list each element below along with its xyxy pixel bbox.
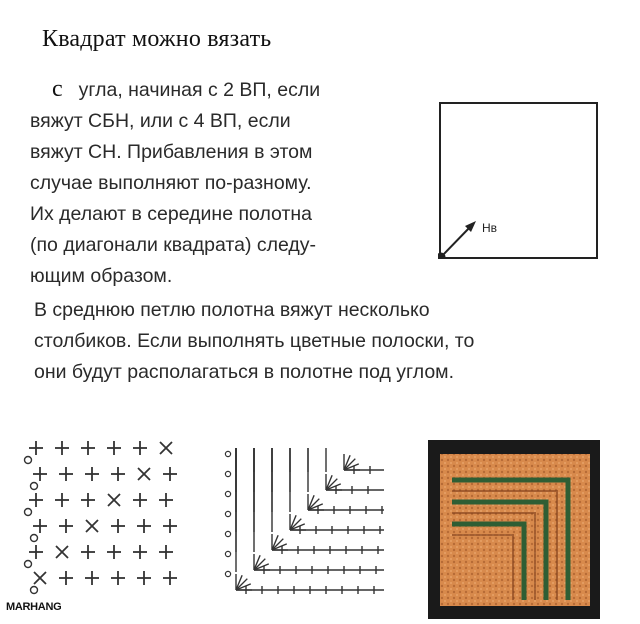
paragraph-2-line-1: В среднюю петлю полотна вяжут несколько bbox=[34, 299, 430, 321]
single-crochet-symbol bbox=[133, 545, 147, 559]
increase-symbol bbox=[34, 572, 46, 584]
paragraph-1-line-2: вяжут СБН, или с 4 ВП, если bbox=[30, 110, 291, 132]
single-crochet-symbol bbox=[137, 571, 151, 585]
single-crochet-symbol bbox=[29, 493, 43, 507]
page-title: Квадрат можно вязать bbox=[42, 26, 272, 52]
single-crochet-symbol bbox=[81, 493, 95, 507]
single-crochet-symbol bbox=[29, 441, 43, 455]
chain-symbol bbox=[31, 535, 38, 542]
single-crochet-symbol bbox=[163, 519, 177, 533]
increase-symbol bbox=[138, 468, 150, 480]
paragraph-1-line-3: вяжут СН. Прибавления в этом bbox=[30, 141, 313, 163]
chain-symbol bbox=[225, 571, 230, 576]
single-crochet-symbol bbox=[33, 467, 47, 481]
single-crochet-symbol bbox=[29, 545, 43, 559]
paragraph-1-line-1 bbox=[30, 74, 320, 106]
single-crochet-symbol bbox=[81, 441, 95, 455]
increase-symbol bbox=[160, 442, 172, 454]
single-crochet-symbol bbox=[133, 493, 147, 507]
single-crochet-symbol bbox=[55, 441, 69, 455]
diagram-label: Нв bbox=[482, 221, 498, 235]
chain-symbol bbox=[225, 551, 230, 556]
paragraph-2-line-2: столбиков. Если выполнять цветные полоски, то bbox=[34, 330, 475, 352]
paragraph-1 bbox=[30, 74, 320, 292]
crochet-chart-left bbox=[22, 434, 202, 606]
increase-fan-symbol bbox=[326, 474, 342, 490]
increase-symbol bbox=[108, 494, 120, 506]
chain-symbol bbox=[31, 483, 38, 490]
single-crochet-symbol bbox=[59, 467, 73, 481]
row-stitch-symbol bbox=[272, 546, 384, 554]
chain-symbol bbox=[225, 451, 230, 456]
paragraph-1-line-7: ющим образом. bbox=[30, 265, 173, 287]
increase-fan-symbol bbox=[290, 514, 306, 530]
single-crochet-symbol bbox=[59, 571, 73, 585]
increase-symbol bbox=[86, 520, 98, 532]
crochet-chart-middle bbox=[224, 440, 392, 606]
diagonal-arrow-icon bbox=[441, 221, 476, 257]
single-crochet-symbol bbox=[163, 467, 177, 481]
increase-symbol bbox=[56, 546, 68, 558]
increase-fan-symbol bbox=[344, 454, 360, 470]
knitted-square-photo bbox=[428, 440, 600, 619]
single-crochet-symbol bbox=[85, 467, 99, 481]
watermark: MARHANG bbox=[6, 601, 62, 613]
chain-symbol bbox=[225, 491, 230, 496]
single-crochet-symbol bbox=[107, 441, 121, 455]
single-crochet-symbol bbox=[163, 571, 177, 585]
single-crochet-symbol bbox=[33, 519, 47, 533]
paragraph-1-line-6: (по диагонали квадрата) следу- bbox=[30, 234, 317, 256]
paragraph-2-line-3: они будут располагаться в полотне под углом. bbox=[34, 361, 455, 383]
square-direction-diagram bbox=[438, 101, 600, 259]
chain-symbol bbox=[225, 531, 230, 536]
single-crochet-symbol bbox=[85, 571, 99, 585]
single-crochet-symbol bbox=[159, 493, 173, 507]
increase-fan-symbol bbox=[236, 574, 252, 590]
paragraph-1-line-5: Их делают в середине полотна bbox=[30, 203, 312, 225]
chain-symbol bbox=[25, 509, 32, 516]
chain-symbol bbox=[225, 511, 230, 516]
single-crochet-symbol bbox=[111, 519, 125, 533]
single-crochet-symbol bbox=[111, 571, 125, 585]
chain-symbol bbox=[25, 457, 32, 464]
single-crochet-symbol bbox=[107, 545, 121, 559]
single-crochet-symbol bbox=[81, 545, 95, 559]
chain-symbol bbox=[31, 587, 38, 594]
single-crochet-symbol bbox=[159, 545, 173, 559]
chain-symbol bbox=[25, 561, 32, 568]
paragraph-2 bbox=[34, 295, 474, 388]
single-crochet-symbol bbox=[59, 519, 73, 533]
increase-fan-symbol bbox=[254, 554, 270, 570]
single-crochet-symbol bbox=[137, 519, 151, 533]
row-stitch-symbol bbox=[236, 586, 384, 594]
paragraph-1-line-1-text: угла, начиная с 2 ВП, если bbox=[78, 79, 321, 101]
chain-symbol bbox=[225, 471, 230, 476]
paragraph-1-line-4: случае выполняют по-разному. bbox=[30, 172, 312, 194]
single-crochet-symbol bbox=[111, 467, 125, 481]
drop-letter: с bbox=[52, 76, 63, 102]
increase-fan-symbol bbox=[308, 494, 324, 510]
single-crochet-symbol bbox=[133, 441, 147, 455]
row-stitch-symbol bbox=[254, 566, 384, 574]
increase-fan-symbol bbox=[272, 534, 288, 550]
single-crochet-symbol bbox=[55, 493, 69, 507]
